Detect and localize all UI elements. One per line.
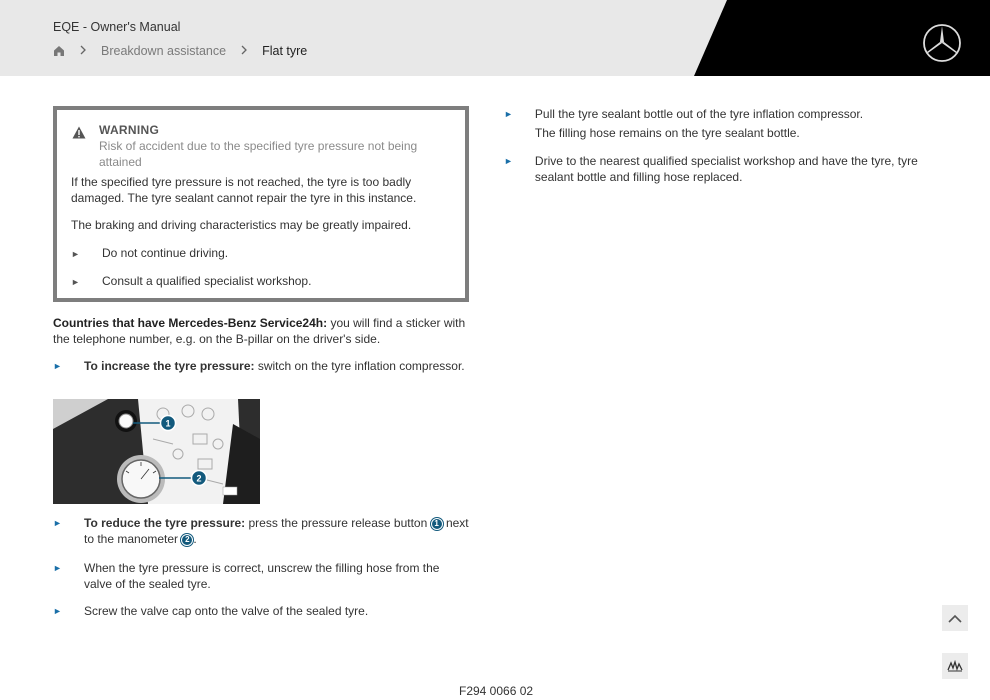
feedback-icon bbox=[947, 660, 963, 672]
list-item-pull bbox=[504, 106, 924, 141]
list-item-increase-pressure bbox=[53, 358, 469, 374]
warning-bullet bbox=[71, 274, 311, 288]
breadcrumb-current: Flat tyre bbox=[262, 43, 308, 58]
bullet-arrow-icon: ► bbox=[53, 563, 62, 573]
callout-2-icon: 2 bbox=[181, 534, 193, 546]
bullet-arrow-icon: ► bbox=[71, 249, 80, 259]
bullet-arrow-icon: ► bbox=[53, 606, 62, 616]
figure-code: F294 0066 02 bbox=[459, 684, 534, 698]
warning-paragraph: If the specified tyre pressure is not reached, the tyre is too badly damaged. The tyre sealant cannot repair the tyre in this instance. bbox=[71, 175, 417, 205]
reduce-text-b: next to the manometer bbox=[84, 516, 469, 546]
reduce-text-a: press the pressure release button bbox=[245, 516, 431, 530]
screw-text: Screw the valve cap onto the valve of the sealed tyre. bbox=[84, 604, 369, 618]
bullet-arrow-icon: ► bbox=[71, 277, 80, 287]
manual-title: EQE - Owner's Manual bbox=[53, 20, 181, 34]
pull-text: Pull the tyre sealant bottle out of the tyre inflation compressor. bbox=[534, 107, 864, 121]
chevron-right-icon bbox=[79, 43, 87, 58]
warning-triangle-icon bbox=[72, 126, 86, 139]
bullet-arrow-icon: ► bbox=[53, 518, 62, 528]
chevron-right-icon bbox=[240, 43, 248, 58]
countries-text: you will find a sticker with the telephone number, e.g. on the B-pillar on the driver's side. bbox=[53, 316, 466, 346]
increase-bold: To increase the tyre pressure: bbox=[84, 359, 255, 373]
increase-text: switch on the tyre inflation compressor. bbox=[254, 359, 465, 373]
warning-risk: Risk of accident due to the specified tyre pressure not being attained bbox=[99, 139, 418, 169]
reduce-bold: To reduce the tyre pressure: bbox=[84, 516, 246, 530]
warning-paragraph: The braking and driving characteristics may be greatly impaired. bbox=[71, 218, 412, 232]
photo-callout-2: 2 bbox=[196, 473, 202, 484]
drive-text: Drive to the nearest qualified specialist workshop and have the tyre, tyre sealant bottle and filling hose replaced. bbox=[534, 154, 918, 184]
warning-title: WARNING bbox=[99, 123, 160, 137]
compressor-photo bbox=[53, 399, 260, 504]
mercedes-star-icon bbox=[922, 23, 962, 63]
breadcrumb-link-breakdown-assistance[interactable]: Breakdown assistance bbox=[101, 43, 227, 58]
scroll-to-top-button[interactable] bbox=[942, 605, 968, 631]
page-header bbox=[0, 0, 990, 76]
chevron-up-icon bbox=[948, 614, 962, 623]
unscrew-text: When the tyre pressure is correct, unscrew the filling hose from the valve of the sealed tyre. bbox=[84, 561, 440, 591]
warning-bullet bbox=[71, 246, 228, 260]
breadcrumb bbox=[53, 43, 307, 58]
list-item-unscrew bbox=[53, 560, 469, 592]
home-icon[interactable] bbox=[53, 45, 65, 57]
countries-paragraph bbox=[53, 315, 469, 347]
countries-bold: Countries that have Mercedes-Benz Service24h: bbox=[53, 316, 328, 330]
warning-bullet-text: Consult a qualified specialist workshop. bbox=[102, 274, 312, 288]
photo-callout-1: 1 bbox=[165, 418, 171, 429]
bullet-arrow-icon: ► bbox=[504, 109, 513, 119]
list-item-drive bbox=[504, 153, 924, 185]
warning-box bbox=[53, 106, 469, 302]
pull-subtext: The filling hose remains on the tyre sealant bottle. bbox=[534, 126, 800, 140]
list-item-reduce-pressure bbox=[53, 515, 469, 547]
bullet-arrow-icon: ► bbox=[504, 156, 513, 166]
list-item-screw bbox=[53, 603, 469, 619]
bullet-arrow-icon: ► bbox=[53, 361, 62, 371]
reduce-text-c: . bbox=[193, 532, 197, 546]
feedback-button[interactable] bbox=[942, 653, 968, 679]
callout-1-icon: 1 bbox=[431, 518, 443, 530]
warning-bullet-text: Do not continue driving. bbox=[102, 246, 229, 260]
